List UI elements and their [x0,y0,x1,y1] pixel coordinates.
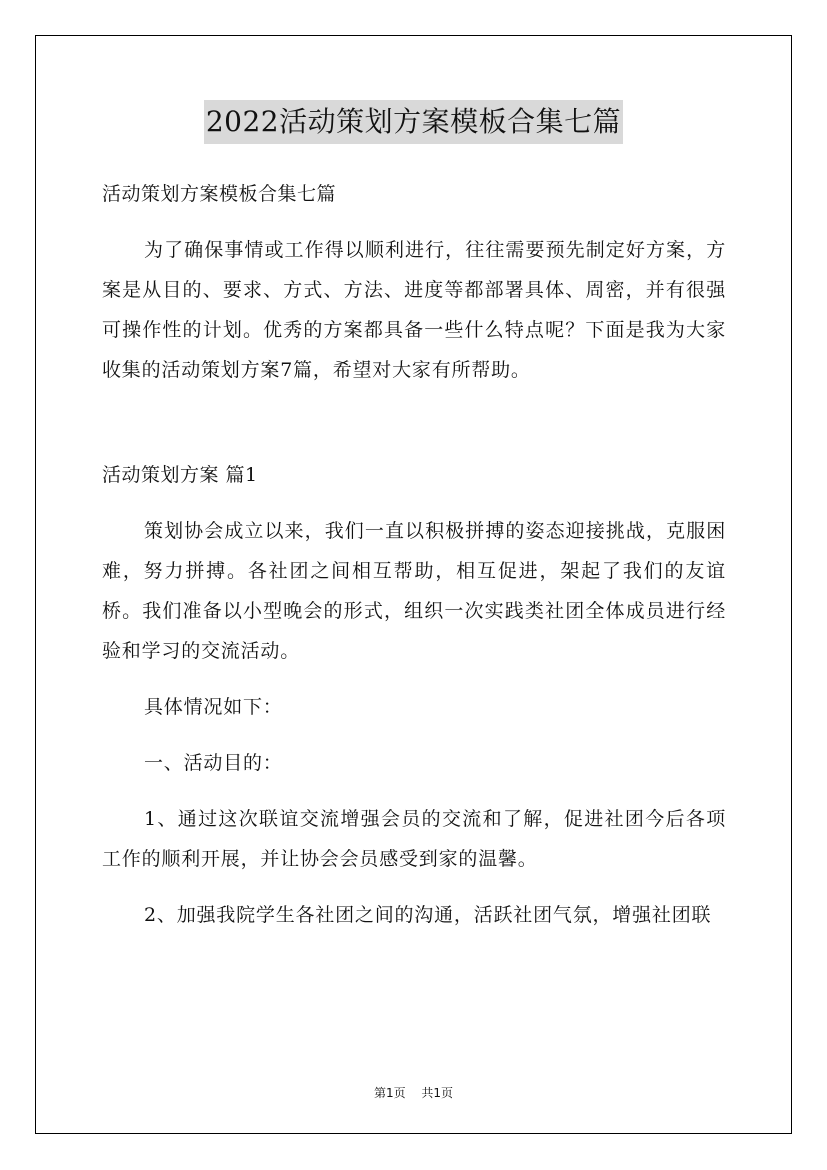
document-title: 2022活动策划方案模板合集七篇 [204,100,623,144]
body-paragraph: 策划协会成立以来，我们一直以积极拼搏的姿态迎接挑战，克服困难，努力拼搏。各社团之间相互帮助，相互促进，架起了我们的友谊桥。我们准备以小型晚会的形式，组织一次实践类社团全体成员进行经验和学习的交流活动。 [102,520,726,662]
intro-paragraph: 为了确保事情或工作得以顺利进行，往往需要预先制定好方案，方案是从目的、要求、方式、方法、进度等都部署具体、周密，并有很强可操作性的计划。优秀的方案都具备一些什么特点呢？下面是我为大家收集的活动策划方案7篇，希望对大家有所帮助。 [102,239,726,381]
document-subtitle: 活动策划方案模板合集七篇 [102,183,337,205]
body-paragraph: 1、通过这次联谊交流增强会员的交流和了解，促进社团今后各项工作的顺利开展，并让协会会员感受到家的温馨。 [102,808,726,870]
title-wrapper [0,100,827,144]
page-total: 共1页 [421,1086,454,1100]
body-paragraph: 具体情况如下： [144,696,283,718]
page-number: 第1页 [373,1086,406,1100]
body-paragraph: 2、加强我院学生各社团之间的沟通，活跃社团气氛，增强社团联 [144,904,712,926]
document-body [102,174,726,951]
page-footer [0,1084,827,1101]
section-heading: 活动策划方案 篇1 [102,464,258,486]
body-paragraph: 一、活动目的： [144,752,283,774]
